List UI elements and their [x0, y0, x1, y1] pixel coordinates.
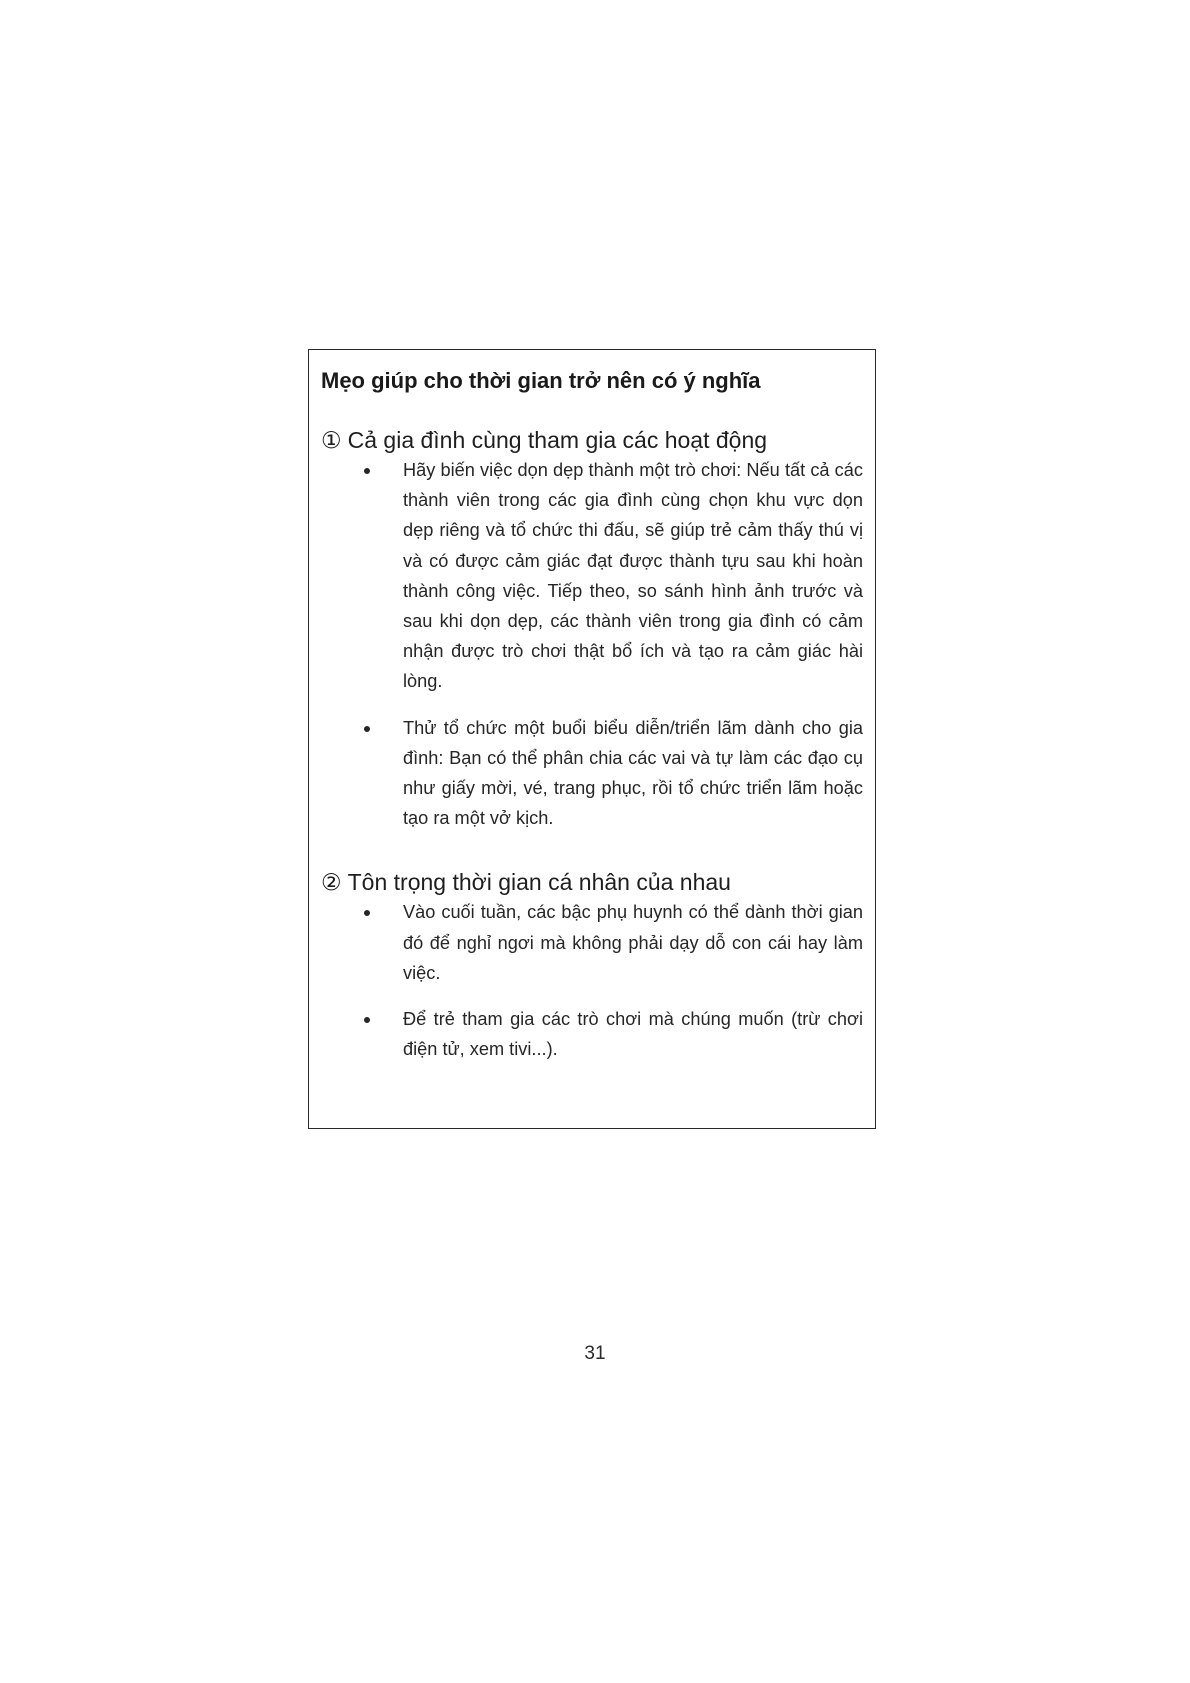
bullet-list-2	[321, 897, 863, 1064]
bullet-dot-icon	[364, 468, 370, 474]
list-item-text: Hãy biến việc dọn dẹp thành một trò chơi: Nếu tất cả các thành viên trong các gia đình cùng chọn khu vực dọn dẹp riêng và tổ chức thi đấu, sẽ giúp trẻ cảm thấy thú vị và có được cảm giác đạt được thành tựu sau khi hoàn thành công việc. Tiếp theo, so sánh hình ảnh trước và sau khi dọn dẹp, các thành viên trong gia đình có cảm nhận được trò chơi thật bổ ích và tạo ra cảm giác hài lòng.	[403, 460, 863, 692]
tip-box	[308, 349, 876, 1129]
section-heading-2	[321, 867, 863, 897]
list-item-text: Vào cuối tuần, các bậc phụ huynh có thể dành thời gian đó để nghỉ ngơi mà không phải dạy dỗ con cái hay làm việc.	[403, 902, 863, 983]
bullet-dot-icon	[364, 726, 370, 732]
list-item	[403, 455, 863, 697]
bullet-dot-icon	[364, 1017, 370, 1023]
section-heading-text-2: Tôn trọng thời gian cá nhân của nhau	[347, 869, 731, 896]
section-heading-1	[321, 425, 863, 455]
bullet-dot-icon	[364, 910, 370, 916]
list-item	[403, 713, 863, 834]
section-number-2: ②	[321, 869, 342, 896]
section-heading-text-1: Cả gia đình cùng tham gia các hoạt động	[347, 427, 768, 453]
list-item	[403, 1004, 863, 1064]
section-number-1: ①	[321, 427, 342, 453]
page-number: 31	[584, 1343, 606, 1364]
bullet-list-1	[321, 455, 863, 833]
list-item-text: Thử tổ chức một buổi biểu diễn/triển lãm dành cho gia đình: Bạn có thể phân chia các vai và tự làm các đạo cụ như giấy mời, vé, trang phục, rồi tổ chức triển lãm hoặc tạo ra một vở kịch.	[403, 717, 863, 829]
list-item	[403, 897, 863, 988]
list-item-text: Để trẻ tham gia các trò chơi mà chúng muốn (trừ chơi điện tử, xem tivi...).	[403, 1009, 863, 1060]
box-title: Mẹo giúp cho thời gian trở nên có ý nghĩa	[321, 368, 761, 393]
